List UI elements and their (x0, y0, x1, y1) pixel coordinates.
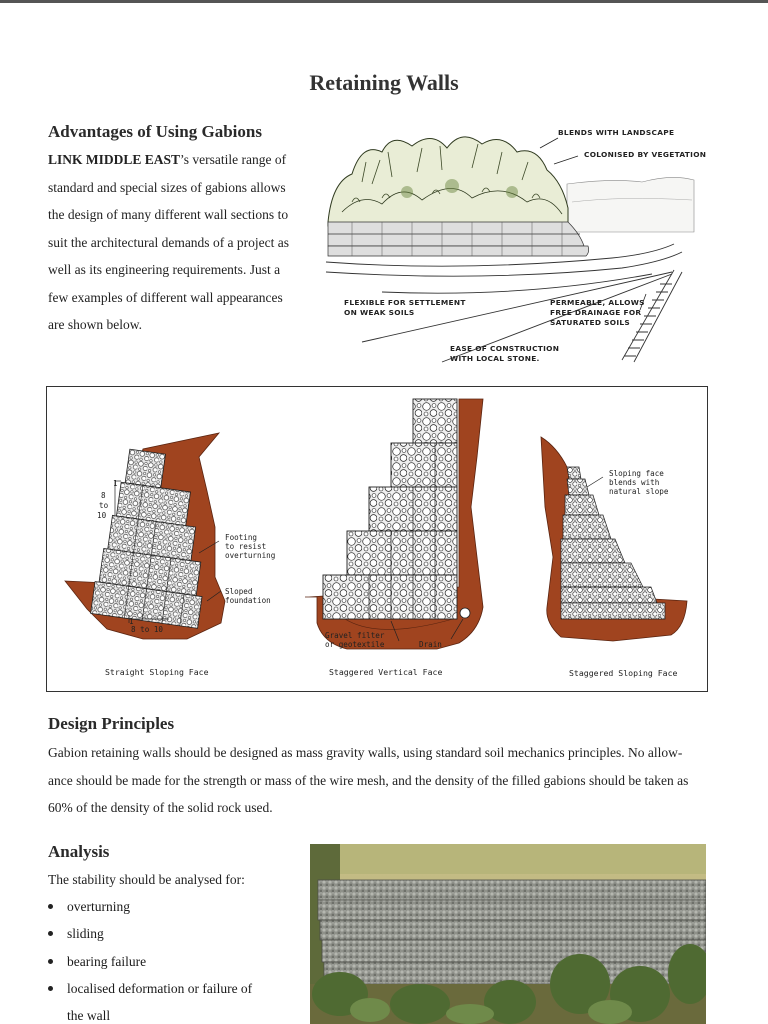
label-colonised-by-vegetation: COLONISED BY VEGETATION (584, 150, 707, 159)
gabion-wall-photo (310, 844, 706, 1024)
label-ease-line1: EASE OF CONSTRUCTION (450, 344, 560, 353)
analysis-item (48, 920, 252, 947)
label-flexible-line1: FLEXIBLE FOR SETTLEMENT (344, 298, 466, 307)
advantages-line: standard and special sizes of gabions allows (48, 179, 286, 195)
label-permeable-line3: SATURATED SOILS (550, 318, 631, 327)
analysis-item-text: sliding (67, 926, 104, 942)
ratio-top-4: 10 (97, 511, 107, 520)
gravel-label-1: Gravel filter (325, 631, 385, 640)
photo-drawing (310, 844, 706, 1024)
design-line: ance should be made for the strength or mass of the wire mesh, and the density of the filled gabions should be taken as (48, 772, 689, 788)
analysis-heading: Analysis (48, 842, 110, 861)
label-blends-with-landscape: BLENDS WITH LANDSCAPE (558, 128, 675, 137)
advantages-line-0 (48, 146, 318, 174)
analysis-list (48, 893, 252, 1024)
caption-straight-sloping: Straight Sloping Face (105, 667, 209, 677)
analysis-item-text: localised deformation or failure of (67, 980, 253, 996)
analysis-item-text: bearing failure (67, 953, 147, 969)
ratio-bottom-2: 8 to 10 (131, 625, 164, 634)
analysis-item-text: overturning (67, 899, 130, 914)
sloped-label-2: foundation (225, 596, 271, 605)
drain-label: Drain (419, 640, 442, 649)
advantages-line: well as its engineering requirements. Just a (48, 262, 281, 277)
caption-staggered-vertical: Staggered Vertical Face (329, 667, 443, 677)
bullet-icon (48, 959, 53, 964)
footing-label-3: overturning (225, 551, 276, 560)
footing-label-2: to resist (225, 542, 267, 551)
bullet-icon (48, 931, 53, 936)
advantages-line: are shown below. (48, 317, 142, 332)
gravel-label-2: or geotextile (325, 640, 385, 649)
analysis-item (48, 893, 252, 920)
ratio-bottom-1: 1 (129, 617, 134, 626)
design-text (48, 739, 728, 822)
design-heading: Design Principles (48, 714, 175, 733)
label-permeable-line2: FREE DRAINAGE FOR (550, 308, 642, 317)
brand-name: LINK MIDDLE EAST (48, 152, 181, 167)
design-line: Gabion retaining walls should be designed as mass gravity walls, using standard soil mechanics principles. No allow- (48, 745, 683, 760)
bullet-icon (48, 986, 53, 991)
ratio-top-3: to (99, 501, 109, 510)
footing-label-1: Footing (225, 533, 258, 542)
sloping-note-2: blends with (609, 478, 660, 487)
label-ease-line2: WITH LOCAL STONE. (450, 354, 540, 363)
label-flexible-line2: ON WEAK SOILS (344, 308, 415, 317)
advantages-heading: Advantages of Using Gabions (48, 122, 262, 141)
gabion-landscape-sketch (322, 122, 712, 372)
advantages-line: suit the architectural demands of a project as (48, 234, 290, 250)
bullet-icon (48, 904, 53, 909)
ratio-top-2: 8 (101, 491, 106, 500)
advantages-line-0-rest: ’s versatile range of (180, 152, 287, 167)
analysis-item (48, 948, 252, 975)
page-title: Retaining Walls (309, 70, 459, 95)
design-line: 60% of the density of the solid rock used. (48, 800, 273, 815)
advantages-line: few examples of different wall appearances (48, 289, 283, 305)
analysis-item-continuation (48, 1002, 252, 1024)
sloped-label-1: Sloped (225, 587, 253, 596)
analysis-item (48, 975, 252, 1002)
analysis-continuation-text: the wall (67, 1008, 111, 1024)
wall-types-diagram (46, 386, 708, 692)
caption-staggered-sloping: Staggered Sloping Face (569, 668, 678, 678)
analysis-intro: The stability should be analysed for: (48, 872, 245, 887)
label-permeable-line1: PERMEABLE, ALLOWS (550, 298, 645, 307)
ratio-top-1: 1 (113, 479, 118, 488)
top-rule (0, 0, 768, 3)
sloping-note-1: Sloping face (609, 469, 664, 478)
advantages-text (48, 146, 318, 339)
sloping-note-3: natural slope (609, 487, 669, 496)
advantages-line: the design of many different wall sections to (48, 207, 289, 222)
